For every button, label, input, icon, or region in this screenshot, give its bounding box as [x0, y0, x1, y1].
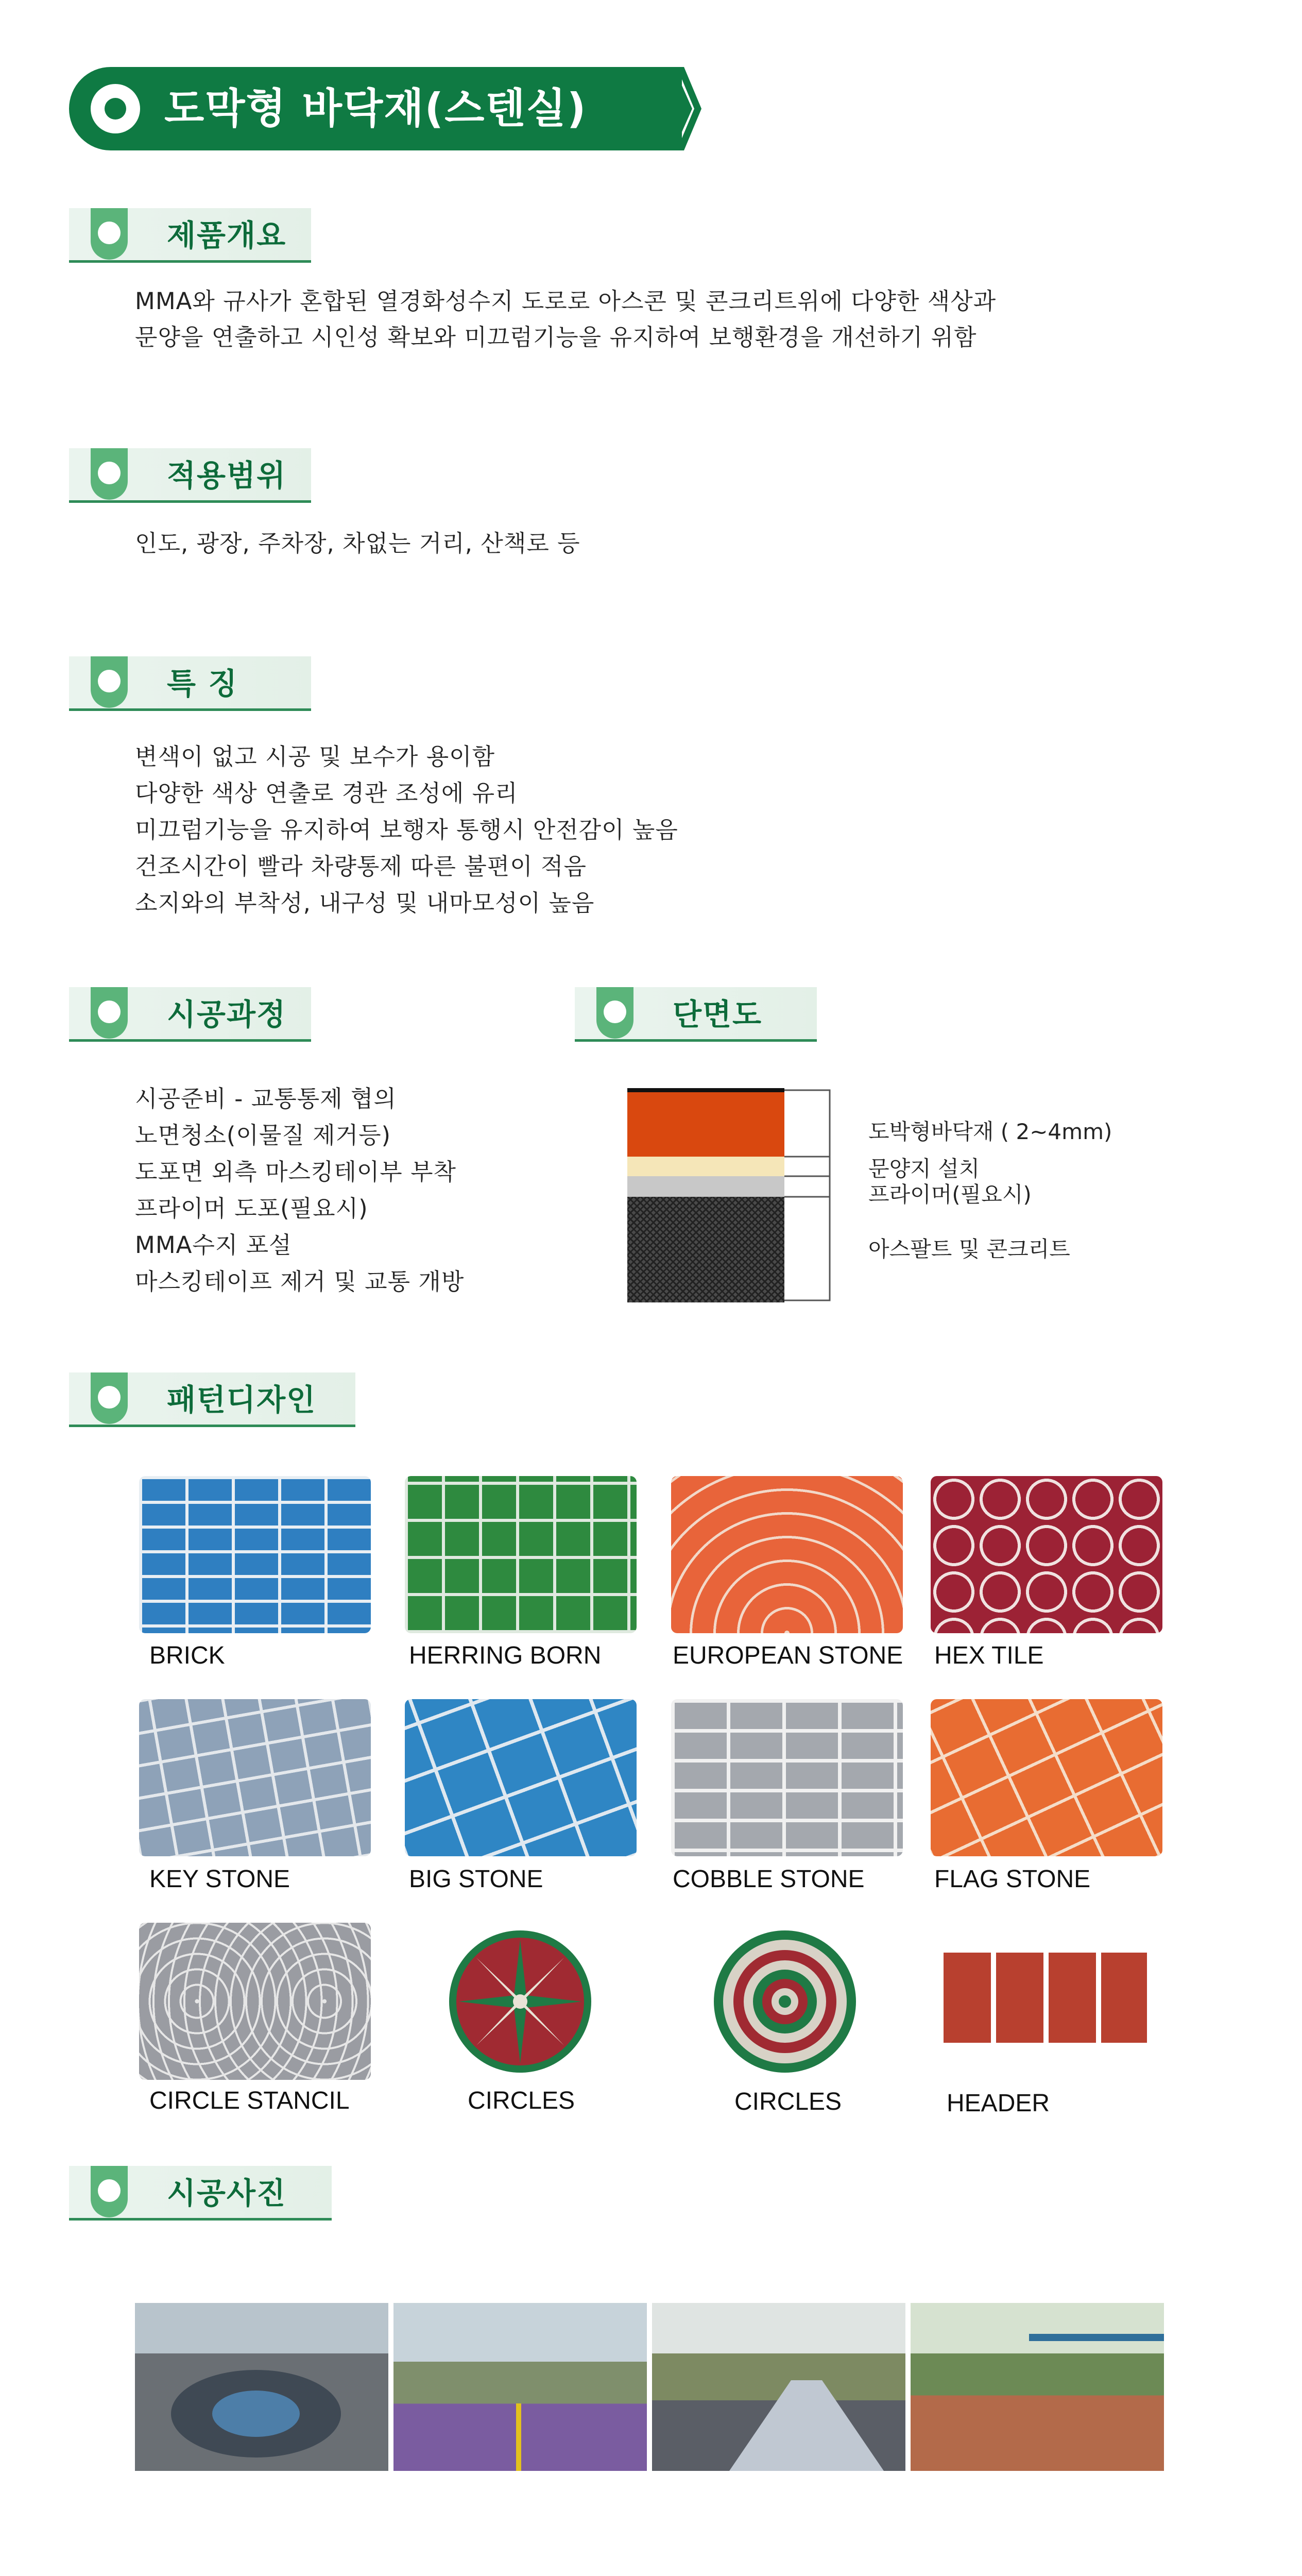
circle-bullet-icon: [91, 84, 140, 133]
pattern-label: FLAG STONE: [934, 1866, 1091, 1893]
section-header-features: [69, 656, 311, 711]
pattern-tile-hex-tile: [931, 1476, 1162, 1633]
feature-item: 다양한 색상 연출로 경관 조성에 유리: [135, 779, 518, 807]
section-title: 패턴디자인: [167, 1382, 317, 1417]
label-primer: 프라이머(필요시): [868, 1182, 1032, 1207]
layer-coating: [627, 1092, 784, 1157]
pattern-tile-herring-born: [405, 1476, 637, 1633]
section-header-patterns: [69, 1372, 355, 1427]
construction-photo-2: [393, 2303, 647, 2471]
leader-lines: [784, 1088, 836, 1302]
feature-item: 소지와의 부착성, 내구성 및 내마모성이 높음: [135, 889, 595, 917]
pattern-label: HEX TILE: [934, 1642, 1044, 1669]
pattern-label: KEY STONE: [149, 1866, 290, 1893]
process-step: 프라이머 도포(필요시): [135, 1195, 368, 1222]
tab-marker-icon: [596, 987, 633, 1039]
page-title-banner: [69, 67, 682, 150]
tab-marker-icon: [91, 448, 128, 500]
pattern-label: EUROPEAN STONE: [673, 1642, 903, 1669]
label-pattern-paper: 문양지 설치: [868, 1156, 980, 1181]
label-coating: 도박형바닥재 ( 2~4mm): [868, 1119, 1112, 1144]
pattern-label: BRICK: [149, 1642, 225, 1669]
pattern-tile-european-stone: [671, 1476, 903, 1633]
chevron-right-icon: [655, 67, 701, 150]
pattern-tile-header: [944, 1953, 1147, 2043]
feature-item: 미끄럼기능을 유지하여 보행자 통행시 안전감이 높음: [135, 816, 678, 843]
process-step: 마스킹테이프 제거 및 교통 개방: [135, 1268, 465, 1295]
overview-line-1: MMA와 규사가 혼합된 열경화성수지 도로로 아스콘 및 콘크리트위에 다양한 색상과: [135, 287, 997, 315]
pattern-tile-big-stone: [405, 1699, 637, 1856]
pattern-tile-flag-stone: [931, 1699, 1162, 1856]
feature-item: 변색이 없고 시공 및 보수가 용이함: [135, 743, 495, 770]
pattern-tile-key-stone: [139, 1699, 371, 1856]
scope-text: 인도, 광장, 주차장, 차없는 거리, 산책로 등: [135, 530, 580, 557]
layer-primer: [627, 1176, 784, 1197]
pattern-label: BIG STONE: [409, 1866, 543, 1893]
label-base: 아스팔트 및 콘크리트: [868, 1236, 1070, 1262]
tab-marker-icon: [91, 656, 128, 708]
section-title: 적용범위: [167, 458, 287, 493]
process-step: MMA수지 포설: [135, 1231, 292, 1259]
section-header-process: [69, 987, 311, 1042]
pattern-label: COBBLE STONE: [673, 1866, 865, 1893]
pattern-tile-circle-stancil: [139, 1923, 371, 2080]
pattern-tile-circles-star: [448, 1929, 592, 2074]
overview-line-2: 문양을 연출하고 시인성 확보와 미끄럼기능을 유지하여 보행환경을 개선하기 위함: [135, 324, 977, 351]
pattern-label: CIRCLES: [468, 2087, 575, 2114]
process-step: 시공준비 - 교통통제 협의: [135, 1085, 397, 1112]
page-title: 도막형 바닥재(스텐실): [164, 84, 587, 132]
section-header-cross-section: [575, 987, 817, 1042]
pattern-label: HEADER: [947, 2090, 1050, 2117]
pattern-label: HERRING BORN: [409, 1642, 602, 1669]
section-title: 시공과정: [167, 997, 287, 1032]
pattern-tile-brick: [139, 1476, 371, 1633]
pattern-label: CIRCLE STANCIL: [149, 2087, 350, 2114]
feature-item: 건조시간이 빨라 차량통제 따른 불편이 적음: [135, 853, 587, 880]
process-step: 도포면 외측 마스킹테이부 부착: [135, 1158, 457, 1185]
section-header-overview: [69, 208, 311, 263]
tab-marker-icon: [91, 987, 128, 1039]
layer-pattern-paper: [627, 1157, 784, 1176]
surface-line: [627, 1088, 784, 1092]
pattern-label: CIRCLES: [734, 2088, 842, 2115]
tab-marker-icon: [91, 1372, 128, 1424]
section-header-photos: [69, 2166, 332, 2221]
pattern-tile-circles-mosaic: [713, 1929, 857, 2074]
construction-photo-4: [911, 2303, 1164, 2471]
section-title: 제품개요: [167, 218, 287, 253]
tab-marker-icon: [91, 208, 128, 260]
construction-photo-1: [135, 2303, 388, 2471]
section-header-scope: [69, 448, 311, 503]
tab-marker-icon: [91, 2166, 128, 2217]
construction-photo-3: [652, 2303, 905, 2471]
pattern-tile-cobble-stone: [671, 1699, 903, 1856]
section-title: 시공사진: [167, 2176, 287, 2211]
process-step: 노면청소(이물질 제거등): [135, 1122, 391, 1149]
section-title: 단면도: [673, 997, 763, 1032]
layer-base: [627, 1197, 784, 1302]
section-title: 특 징: [167, 666, 238, 701]
